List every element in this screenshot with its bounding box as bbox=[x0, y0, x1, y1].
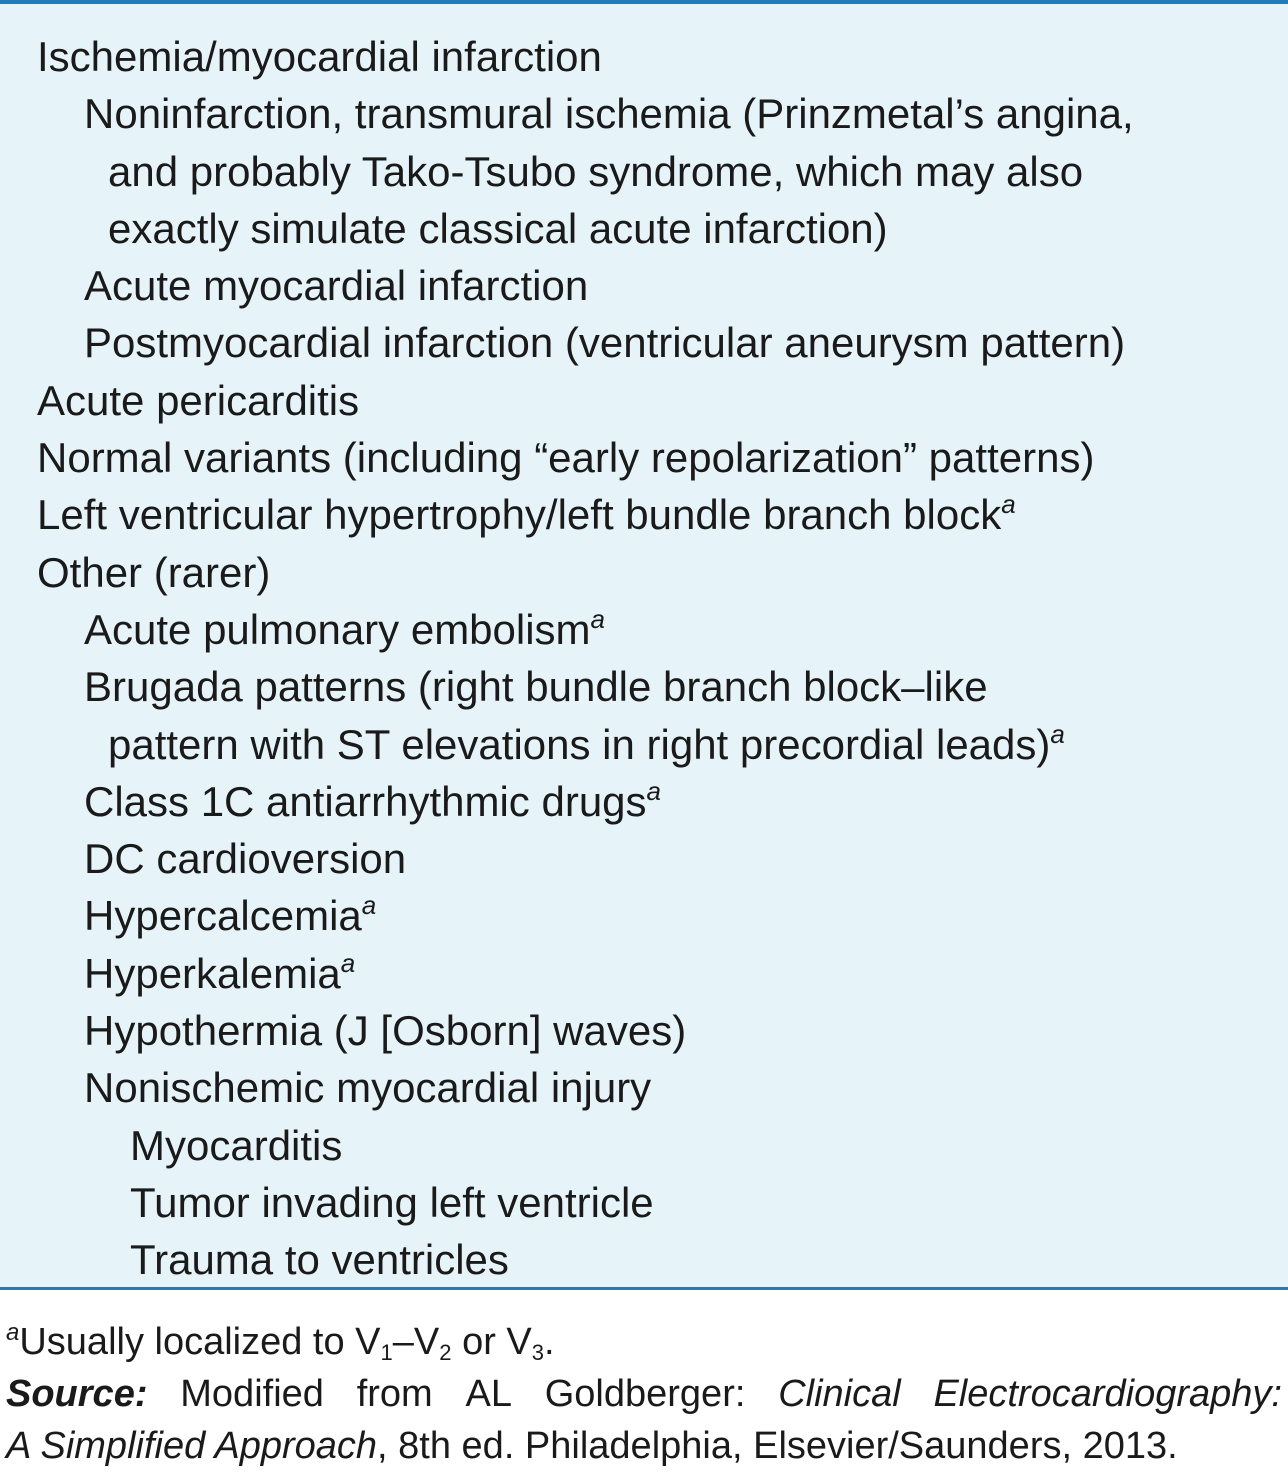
footnote: $^a$Usually localized to $V_1-V_2$ or $V_3$. bbox=[6, 1319, 555, 1365]
list-item: DC cardioversion bbox=[84, 835, 407, 883]
source-label: Source: bbox=[6, 1373, 148, 1415]
list-item: Left ventricular hypertrophy/left bundle branch block$^a$ bbox=[37, 489, 1016, 539]
list-item: Acute pulmonary embolism$^a$ bbox=[84, 603, 606, 653]
list-item: and probably Tako-Tsubo syndrome, which may also bbox=[108, 147, 1084, 195]
list-item: Hypothermia (J [Osborn] waves) bbox=[84, 1007, 687, 1055]
footnote-marker: a bbox=[340, 947, 356, 978]
list-item: Trauma to ventricles bbox=[130, 1236, 509, 1284]
list-item: Noninfarction, transmural ischemia (Prinzmetal’s angina, bbox=[84, 90, 1134, 138]
footnote-marker: a bbox=[361, 890, 377, 921]
footnote-marker: a bbox=[6, 1319, 20, 1346]
footnote-marker: a bbox=[646, 775, 661, 806]
list-item: Tumor invading left ventricle bbox=[130, 1178, 654, 1226]
table-notes bbox=[6, 1316, 1282, 1472]
list-item: Hyperkalemia$^a$ bbox=[84, 947, 356, 997]
differential-list bbox=[0, 28, 1288, 1289]
list-item: Hypercalcemia$^a$ bbox=[84, 890, 377, 940]
list-item: exactly simulate classical acute infarction) bbox=[108, 204, 888, 252]
list-item: Nonischemic myocardial injury bbox=[84, 1064, 652, 1112]
list-item: Other (rarer) bbox=[37, 548, 271, 596]
list-item: Ischemia/myocardial infarction bbox=[37, 33, 602, 80]
list-item: Class 1C antiarrhythmic drugs$^a$ bbox=[84, 775, 661, 825]
footnote-marker: a bbox=[1001, 489, 1016, 520]
list-item: pattern with ST elevations in right precordial leads)$^a$ bbox=[108, 718, 1065, 768]
list-item: Postmyocardial infarction (ventricular aneurysm pattern) bbox=[84, 319, 1126, 367]
list-item: Myocarditis bbox=[130, 1121, 343, 1169]
list-item: Brugada patterns (right bundle branch block–like bbox=[84, 663, 988, 711]
book-subtitle: A Simplified Approach bbox=[6, 1425, 378, 1467]
footnote-marker: a bbox=[590, 603, 606, 634]
source-citation-continued: A Simplified Approach, 8th ed. Philadelphia, Elsevier/Saunders, 2013. bbox=[6, 1425, 1178, 1467]
source-citation: Source: Modified from AL Goldberger: Clinical Electrocardiography: bbox=[6, 1368, 1282, 1420]
list-item: Normal variants (including “early repolarization” patterns) bbox=[37, 434, 1095, 482]
footnote-marker: a bbox=[1050, 718, 1065, 749]
list-item: Acute myocardial infarction bbox=[84, 262, 589, 310]
list-item: Acute pericarditis bbox=[37, 376, 360, 424]
